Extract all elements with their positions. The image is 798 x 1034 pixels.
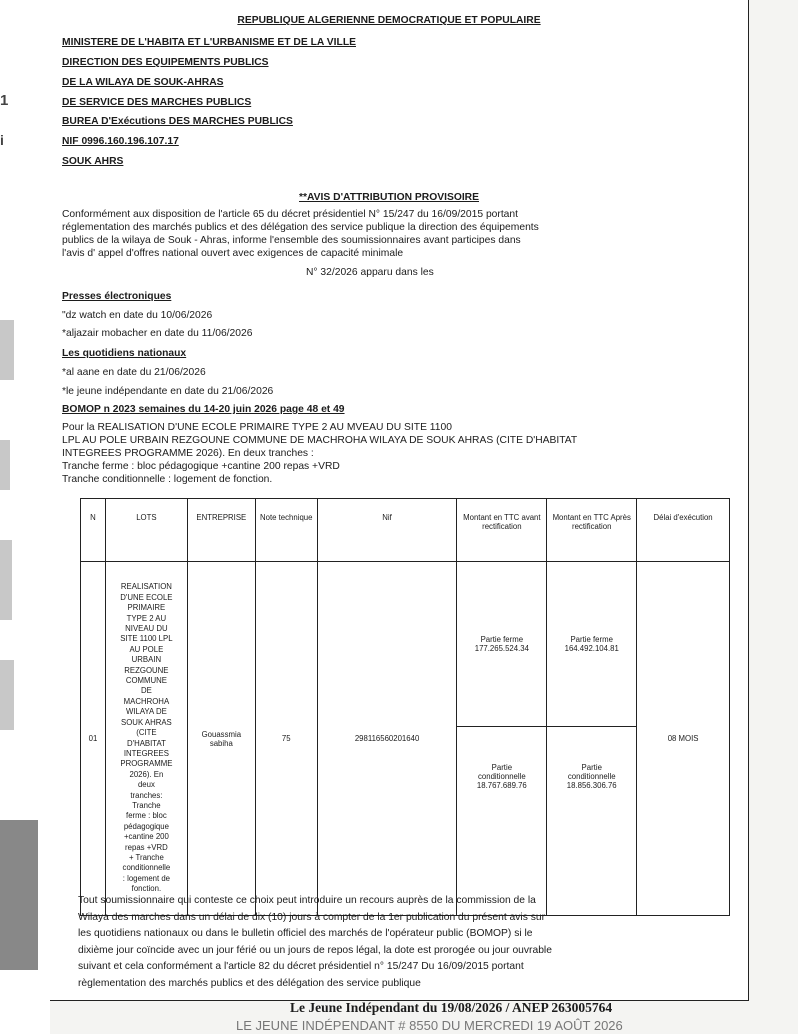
publication-footer: Le Jeune Indépendant du 19/08/2026 / ANEP 263005764 [290,1000,613,1015]
lot-line: MACHROHA [123,696,170,706]
notice-page [50,0,749,1001]
lot-line: (CITE [136,728,157,738]
lot-line: conditionnelle [122,863,171,873]
lot-line: PRIMAIRE [127,603,166,613]
margin-smudge [0,660,14,730]
header-service: DE SERVICE DES MARCHES PUBLICS [62,97,252,108]
lot-line: D'UNE ECOLE [120,592,173,602]
lot-line: tranches: [130,790,163,800]
lot-line: fonction. [131,884,162,894]
lot-line: INTEGREES [123,748,169,758]
margin-mark-1: 1 [0,92,9,109]
project-line: Tranche ferme : bloc pédagogique +cantine 200 repas +VRD [62,461,340,472]
nif-cell: 298116560201640 [317,562,457,916]
press-item: "dz watch en date du 10/06/2026 [62,310,213,321]
lot-line: WILAYA DE [125,707,167,717]
left-margin-strip [0,0,50,1034]
lot-line: Tranche [132,800,161,810]
amount-label: Partie [491,763,513,772]
quotidien-item: *al aane en date du 21/06/2026 [62,367,206,378]
lot-line: REALISATION [120,582,172,592]
margin-smudge [0,320,14,380]
press-item: *aljazair mobacher en date du 11/06/2026 [62,328,253,339]
col-header-avant: Montant en TTC avant rectification [457,499,547,562]
lot-line: ferme : bloc [126,811,167,821]
header-bureau: BUREA D'Exécutions DES MARCHES PUBLICS [62,116,293,127]
amount-label: conditionnelle [567,772,616,781]
intro-line: Conformément aux disposition de l'article 65 du décret présidentiel N° 15/247 du 16/09/2015 portant [62,209,518,220]
col-header-apres: Montant en TTC Après rectification [547,499,637,562]
amount-after-ferme [547,562,637,727]
project-line: Pour la REALISATION D'UNE ECOLE PRIMAIRE TYPE 2 AU MVEAU DU SITE 1100 [62,422,452,433]
header-wilaya: DE LA WILAYA DE SOUK-AHRAS [62,77,224,88]
lot-line: pédagogique [123,821,169,831]
amount-value: 177.265.524.34 [474,644,529,653]
amount-label: Partie [581,763,602,772]
lot-description [105,562,187,916]
header-ministry: MINISTERE DE L'HABITA ET L'URBANISME ET DE LA VILLE [62,37,356,48]
intro-line: publics de la wilaya de Souk - Ahras, informe l'ensemble des soumissionnaires avant participes dans [62,235,521,246]
lot-line: SITE 1100 LPL [120,634,173,644]
lot-line: 2026). En [129,769,164,779]
lot-line: : logement de [122,873,171,883]
lot-line: AU POLE [129,644,164,654]
table-header-row [81,499,730,562]
amount-value: 18.856.306.76 [566,781,617,790]
closing-line: suivant et cela conformément a l'article 82 du décret présidentiel n° 15/247 Du 16/09/2015 portant [78,961,524,972]
delai-cell: 08 MOIS [637,562,730,916]
closing-line: Wilaya des marches dans un délai de dix (10) jours à compter de la 1er publication du présent avis sur [78,911,546,923]
newspaper-running-footer: LE JEUNE INDÉPENDANT # 8550 DU MERCREDI 19 AOÛT 2026 [236,1018,623,1033]
presses-heading: Presses électroniques [62,291,172,302]
project-line: Tranche conditionnelle : logement de fonction. [62,474,273,485]
closing-line: dixième jour coïncide avec un jour férié ou un jours de repos légal, la dote est prorogée ou jour ouvrable [78,944,552,956]
lot-line: D'HABITAT [126,738,166,748]
project-line: INTEGREES PROGRAMME 2026). En deux tranches : [62,448,314,459]
table-row [81,562,730,727]
lot-line: NIVEAU DU [125,624,168,634]
reference-line: N° 32/2026 apparu dans les [306,267,434,278]
col-header-delai: Délai d'exécution [637,499,730,562]
col-header-note: Note technique [255,499,317,562]
lot-line: DE [140,686,152,696]
margin-smudge [0,440,10,490]
lot-line: SOUK AHRAS [121,717,172,727]
amount-after-conditionnelle [547,727,637,916]
header-city: SOUK AHRS [62,156,124,167]
header-republic: REPUBLIQUE ALGERIENNE DEMOCRATIQUE ET POPULAIRE [237,15,541,26]
lot-line: TYPE 2 AU [126,613,167,623]
closing-line: les quotidiens nationaux ou dans le bulletin officiel des marchés de l'opérateur public (BOMOP) si le [78,928,533,939]
amount-value: 164.492.104.81 [564,644,619,653]
col-header-entreprise: ENTREPRISE [187,499,255,562]
closing-line: règlementation des marchés publics et des délégation des service publique [78,977,421,989]
col-header-lots: LOTS [105,499,187,562]
closing-paragraph [78,893,552,992]
margin-dark-block [0,820,38,970]
closing-line: Tout soumissionnaire qui conteste ce choix peut introduire un recours auprès de la commission de la [78,895,536,906]
amount-label: Partie ferme [570,635,613,644]
header-nif: NIF 0996.160.196.107.17 [62,136,179,147]
lot-line: REZGOUNE [124,665,169,675]
lot-line: PROGRAMME [120,759,173,769]
lot-line: COMMUNE [125,676,167,686]
margin-smudge [0,540,12,620]
col-header-n: N [81,499,106,562]
amount-label: Partie ferme [480,635,524,644]
award-table [80,498,730,916]
note-technique-cell: 75 [255,562,317,916]
margin-mark-2: i [0,132,4,148]
amount-value: 18.767.689.76 [476,781,527,790]
quotidien-item: *le jeune indépendante en date du 21/06/2026 [62,386,274,397]
project-line: LPL AU POLE URBAIN REZGOUNE COMMUNE DE MACHROHA WILAYA DE SOUK AHRAS (CITE D'HABITAT [62,435,578,446]
amount-label: conditionnelle [478,772,526,781]
bomop-reference: BOMOP n 2023 semaines du 14-20 juin 2026 page 48 et 49 [62,404,345,415]
lot-line: repas +VRD [125,842,168,852]
amount-before-ferme [457,562,547,727]
intro-line: réglementation des marchés publics et des délégation des service publique la direction des équipements [62,222,539,233]
amount-before-conditionnelle [457,727,547,916]
lot-line: +cantine 200 [123,832,169,842]
lot-line: + Tranche [128,852,164,862]
notice-title: **AVIS D'ATTRIBUTION PROVISOIRE [299,192,479,203]
quotidiens-heading: Les quotidiens nationaux [62,348,187,359]
header-direction: DIRECTION DES EQUIPEMENTS PUBLICS [62,57,269,68]
lot-line: URBAIN [131,655,162,665]
entreprise-cell: Gouassmia sabiha [187,562,255,916]
col-header-nif: Nif [317,499,457,562]
lot-line: deux [137,780,155,790]
row-number: 01 [81,562,106,916]
intro-line: l'avis d' appel d'offres national ouvert avec exigences de capacité minimale [62,248,404,259]
